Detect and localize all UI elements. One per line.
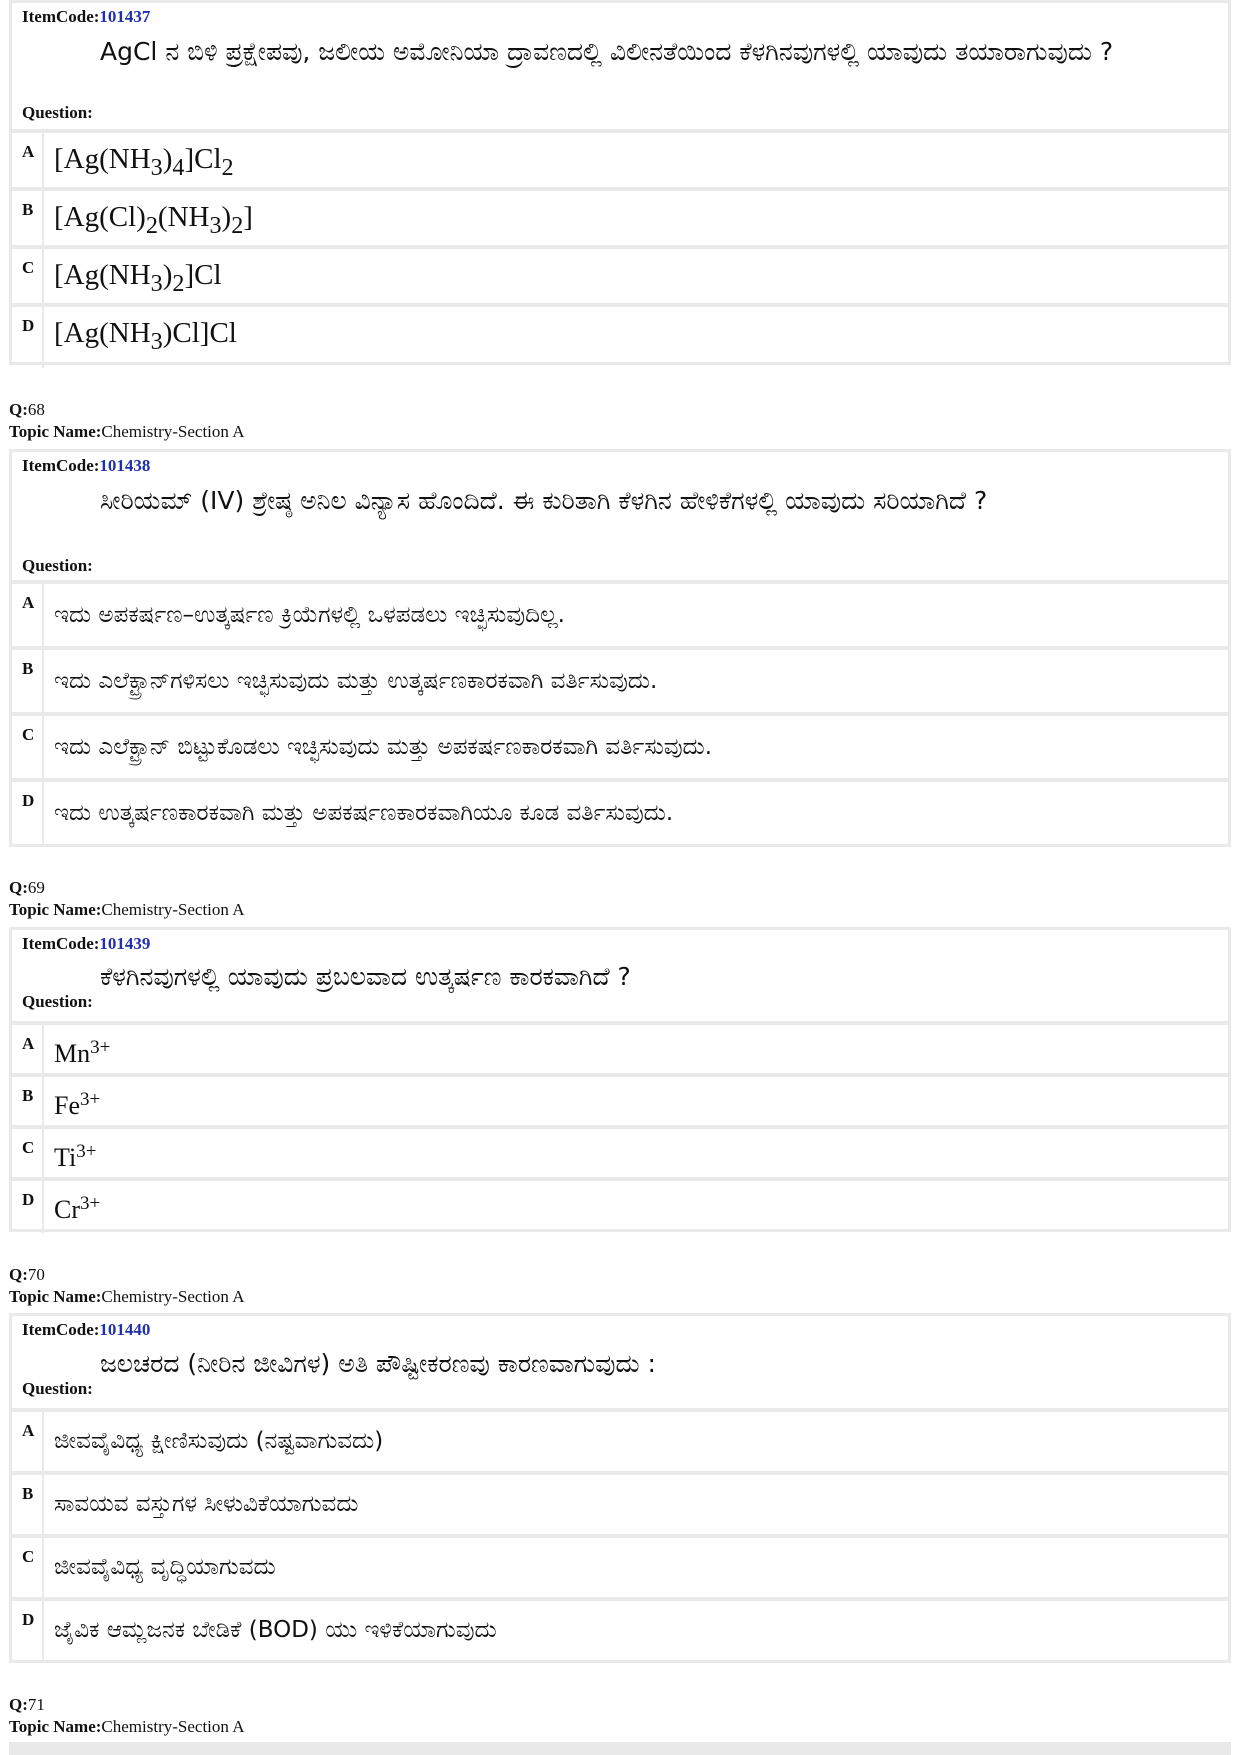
option-letter: A	[22, 593, 35, 612]
option-letter: B	[22, 1484, 34, 1503]
option-text: ಇದು ಅಪಕರ್ಷಣ–ಉತ್ಕರ್ಷಣ ಕ್ರಿಯೆಗಳಲ್ಲಿ ಒಳಪಡಲು ಇಚ್ಛಿಸುವುದಿಲ್ಲ.	[42, 584, 1228, 646]
option-d[interactable]	[12, 782, 1228, 844]
question-text: ಜಲಚರದ (ನೀರಿನ ಜೀವಿಗಳ) ಅತಿ ಪೌಷ್ಟೀಕರಣವು ಕಾರಣವಾಗುವುದು :	[100, 1349, 656, 1378]
question-number: Q:71	[9, 1695, 45, 1714]
option-formula: $[Ag(NH_3)Cl]Cl$	[42, 307, 1228, 368]
question-label: Question:	[22, 992, 93, 1011]
option-letter: B	[22, 1086, 34, 1105]
question-header	[12, 930, 1228, 1021]
option-a[interactable]	[12, 584, 1228, 646]
option-letter: B	[22, 659, 34, 678]
item-code-value: 101438	[99, 456, 151, 475]
option-letter: D	[22, 1190, 35, 1209]
option-letter: C	[22, 1138, 35, 1157]
question-block-101440	[9, 1313, 1231, 1663]
option-letter: A	[22, 142, 35, 161]
question-label: Question:	[22, 1379, 93, 1398]
option-c[interactable]	[12, 249, 1228, 303]
question-header	[12, 452, 1228, 580]
item-code	[22, 7, 150, 27]
option-letter: A	[22, 1421, 35, 1440]
item-code	[22, 1320, 150, 1340]
item-code-label: ItemCode:	[22, 456, 100, 475]
question-number: Q:70	[9, 1265, 45, 1284]
option-text: ಜೀವವೈವಿಧ್ಯ ಕ್ಷೀಣಿಸುವುದು (ನಷ್ಟವಾಗುವದು)	[42, 1412, 1228, 1471]
option-letter: A	[22, 1034, 35, 1053]
question-text: AgCl ನ ಬಿಳಿ ಪ್ರಕ್ಷೇಪವು, ಜಲೀಯ ಅಮೋನಿಯಾ ದ್ರಾವಣದಲ್ಲಿ ವಿಲೀನತೆಯಿಂದ ಕೆಳಗಿನವುಗಳಲ್ಲಿ ಯಾವುದು ತಯಾರಾಗುವುದು ?	[100, 37, 1114, 66]
question-header	[12, 3, 1228, 129]
question-label: Question:	[22, 556, 93, 575]
question-number: Q:69	[9, 878, 45, 897]
option-b[interactable]	[12, 650, 1228, 712]
option-formula: $[Ag(Cl)_2(NH_3)_2]$	[42, 191, 1228, 252]
option-text: ಇದು ಎಲೆಕ್ಟ್ರಾನ್ ಬಿಟ್ಟುಕೊಡಲು ಇಚ್ಛಿಸುವುದು ಮತ್ತು ಅಪಕರ್ಷಣಕಾರಕವಾಗಿ ವರ್ತಿಸುವುದು.	[42, 716, 1228, 778]
option-b[interactable]	[12, 1077, 1228, 1125]
option-c[interactable]	[12, 1129, 1228, 1177]
option-letter: D	[22, 316, 35, 335]
question-label: Question:	[22, 103, 93, 122]
question-block-101437	[9, 0, 1231, 365]
option-formula: $[Ag(NH_3)_2]Cl$	[42, 249, 1228, 310]
item-code	[22, 456, 150, 476]
item-code-value: 101440	[99, 1320, 151, 1339]
question-text: ಕೆಳಗಿನವುಗಳಲ್ಲಿ ಯಾವುದು ಪ್ರಬಲವಾದ ಉತ್ಕರ್ಷಣ ಕಾರಕವಾಗಿದೆ ?	[100, 962, 631, 991]
option-letter: B	[22, 200, 34, 219]
option-text: ಜೀವವೈವಿಧ್ಯ ವೃದ್ಧಿಯಾಗುವದು	[42, 1538, 1228, 1597]
option-ion: $Ti^{3+}$	[42, 1129, 1228, 1181]
item-code-label: ItemCode:	[22, 934, 100, 953]
question-meta-69	[9, 877, 244, 921]
item-code-value: 101439	[99, 934, 151, 953]
question-block-101439	[9, 927, 1231, 1232]
item-code	[22, 934, 150, 954]
option-a[interactable]	[12, 133, 1228, 187]
option-d[interactable]	[12, 1181, 1228, 1229]
option-a[interactable]	[12, 1412, 1228, 1471]
topic-name: Topic Name:Chemistry-Section A	[9, 1287, 245, 1306]
option-letter: C	[22, 725, 35, 744]
topic-name: Topic Name:Chemistry-Section A	[9, 1717, 245, 1736]
question-block-71-edge	[9, 1742, 1231, 1755]
option-text: ಇದು ಉತ್ಕರ್ಷಣಕಾರಕವಾಗಿ ಮತ್ತು ಅಪಕರ್ಷಣಕಾರಕವಾಗಿಯೂ ಕೂಡ ವರ್ತಿಸುವುದು.	[42, 782, 1228, 844]
option-ion: $Cr^{3+}$	[42, 1181, 1228, 1233]
question-header	[12, 1316, 1228, 1408]
option-a[interactable]	[12, 1025, 1228, 1073]
option-ion: $Mn^{3+}$	[42, 1025, 1228, 1077]
question-meta-68	[9, 399, 244, 443]
topic-name: Topic Name:Chemistry-Section A	[9, 900, 245, 919]
option-letter: C	[22, 258, 35, 277]
option-text: ಇದು ಎಲೆಕ್ಟ್ರಾನ್‌ಗಳಿಸಲು ಇಚ್ಛಿಸುವುದು ಮತ್ತು ಉತ್ಕರ್ಷಣಕಾರಕವಾಗಿ ವರ್ತಿಸುವುದು.	[42, 650, 1228, 712]
option-letter: D	[22, 791, 35, 810]
question-text: ಸೀರಿಯಮ್ (IV) ಶ್ರೇಷ್ಠ ಅನಿಲ ವಿನ್ಯಾಸ ಹೊಂದಿದೆ. ಈ ಕುರಿತಾಗಿ ಕೆಳಗಿನ ಹೇಳಿಕೆಗಳಲ್ಲಿ ಯಾವುದು ಸರಿಯಾಗಿದೆ ?	[100, 486, 988, 515]
item-code-value: 101437	[99, 7, 151, 26]
topic-name: Topic Name:Chemistry-Section A	[9, 422, 245, 441]
item-code-label: ItemCode:	[22, 7, 100, 26]
question-meta-70	[9, 1264, 244, 1308]
question-block-101438	[9, 449, 1231, 847]
question-meta-71	[9, 1694, 244, 1738]
option-c[interactable]	[12, 716, 1228, 778]
option-ion: $Fe^{3+}$	[42, 1077, 1228, 1129]
option-c[interactable]	[12, 1538, 1228, 1597]
option-d[interactable]	[12, 1601, 1228, 1660]
option-text: ಸಾವಯವ ವಸ್ತುಗಳ ಸೀಳುವಿಕೆಯಾಗುವದು	[42, 1475, 1228, 1534]
option-b[interactable]	[12, 1475, 1228, 1534]
option-letter: C	[22, 1547, 35, 1566]
option-letter: D	[22, 1610, 35, 1629]
option-text: ಜೈವಿಕ ಆಮ್ಲಜನಕ ಬೇಡಿಕೆ (BOD) ಯು ಇಳಿಕೆಯಾಗುವುದು	[42, 1601, 1228, 1660]
item-code-label: ItemCode:	[22, 1320, 100, 1339]
option-formula: $[Ag(NH_3)_4]Cl_2$	[42, 133, 1228, 194]
question-number: Q:68	[9, 400, 45, 419]
option-b[interactable]	[12, 191, 1228, 245]
option-d[interactable]	[12, 307, 1228, 362]
